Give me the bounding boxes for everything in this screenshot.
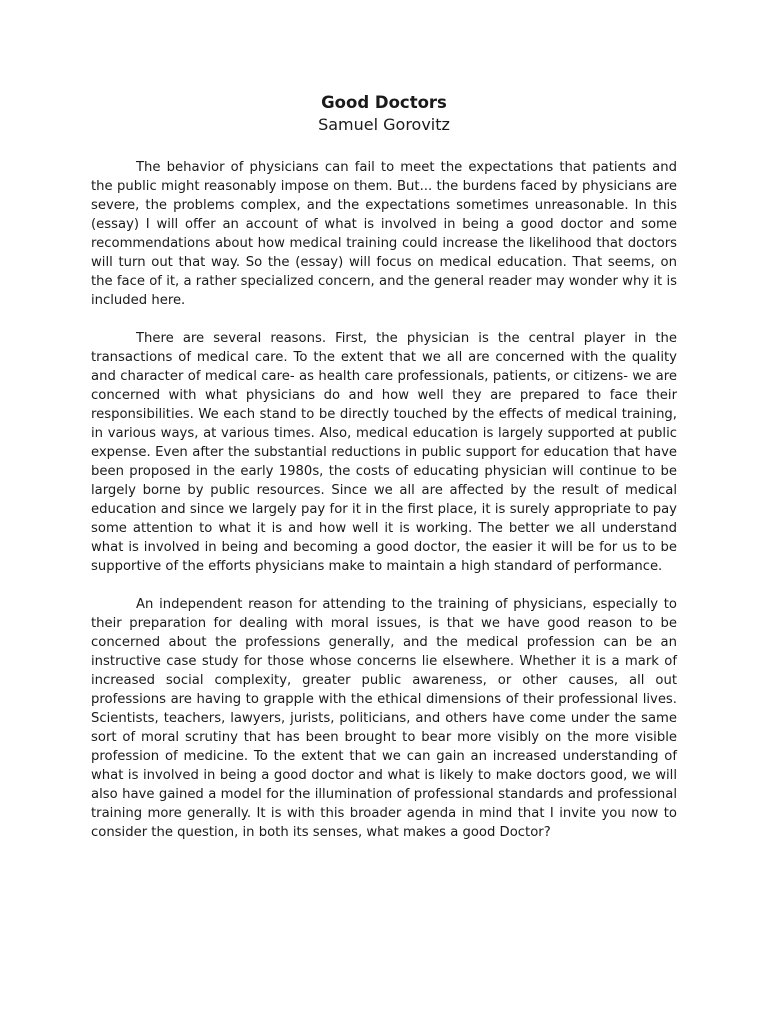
paragraph-3: An independent reason for attending to the training of physicians, especially to their preparation for dealing with moral issues, is that we have good reason to be concerned about the professions generally, and the medical profession can be an instructive case study for those whose concerns lie elsewhere. Whether it is a mark of increased social complexity, greater public awareness, or other causes, all out professions are having to grapple with the ethical dimensions of their professional lives. Scientists, teachers, lawyers, jurists, politicians, and others have come under the same sort of moral scrutiny that has been brought to bear more visibly on the more visible profession of medicine. To the extent that we can gain an increased understanding of what is involved in being a good doctor and what is likely to make doctors good, we will also have gained a model for the illumination of professional standards and professional training more generally. It is with this broader agenda in mind that I invite you now to consider the question, in both its senses, what makes a good Doctor? <box>91 597 677 840</box>
document-body <box>91 158 677 861</box>
document-title: Good Doctors <box>321 93 447 112</box>
paragraph-1: The behavior of physicians can fail to meet the expectations that patients and the public might reasonably impose on them. But... the burdens faced by physicians are severe, the problems complex, and the expectations sometimes unreasonable. In this (essay) I will offer an account of what is involved in being a good doctor and some recommendations about how medical training could increase the likelihood that doctors will turn out that way. So the (essay) will focus on medical education. That seems, on the face of it, a rather specialized concern, and the general reader may wonder why it is included here. <box>91 160 677 308</box>
document-author: Samuel Gorovitz <box>318 115 450 134</box>
title-block <box>0 92 768 136</box>
paragraph-2: There are several reasons. First, the physician is the central player in the transactions of medical care. To the extent that we all are concerned with the quality and character of medical care- as health care professionals, patients, or citizens- we are concerned with what physicians do and how well they are prepared to face their responsibilities. We each stand to be directly touched by the effects of medical training, in various ways, at various times. Also, medical education is largely supported at public expense. Even after the substantial reductions in public support for education that have been proposed in the early 1980s, the costs of educating physician will continue to be largely borne by public resources. Since we all are affected by the result of medical education and since we largely pay for it in the first place, it is surely appropriate to pay some attention to what it is and how well it is working. The better we all understand what is involved in being and becoming a good doctor, the easier it will be for us to be supportive of the efforts physicians make to maintain a high standard of performance. <box>91 331 677 574</box>
